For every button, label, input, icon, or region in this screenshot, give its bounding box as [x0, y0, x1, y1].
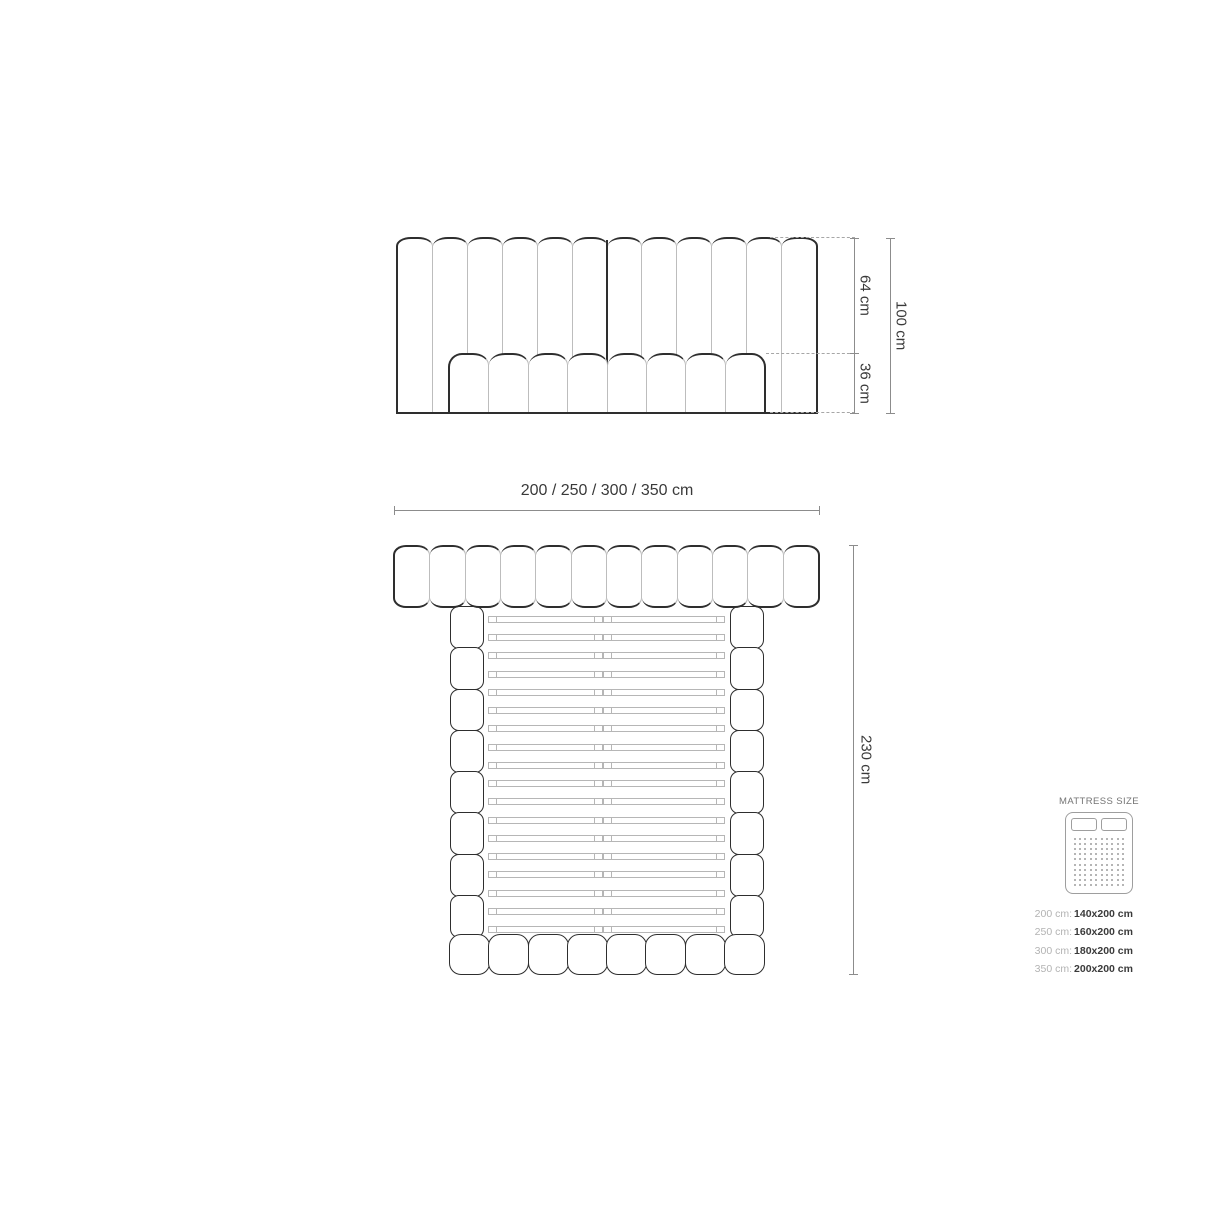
dimension-line-230 — [853, 545, 854, 975]
bed-base-segment — [686, 353, 725, 412]
footboard-segment — [528, 934, 569, 975]
slat — [488, 780, 725, 787]
headboard-segment — [713, 545, 748, 608]
bed-base-segment — [529, 353, 568, 412]
slat — [488, 689, 725, 696]
slat — [488, 890, 725, 897]
slat — [488, 853, 725, 860]
rail-segment — [730, 854, 764, 897]
footboard-segment — [606, 934, 647, 975]
headboard-segment — [430, 545, 465, 608]
mattress-size-list — [1000, 905, 1133, 979]
headboard-channel — [782, 237, 818, 412]
front-view-bed-base — [448, 353, 766, 412]
pillows-icon — [1071, 818, 1127, 831]
footboard-segment — [567, 934, 608, 975]
footboard-segment — [645, 934, 686, 975]
bed-base-segment — [568, 353, 607, 412]
rail-segment — [450, 606, 484, 649]
rail-segment — [730, 812, 764, 855]
slat — [488, 725, 725, 732]
bed-base-segment — [608, 353, 647, 412]
pillow-icon — [1101, 818, 1127, 831]
slat — [488, 744, 725, 751]
rail-segment — [730, 606, 764, 649]
headboard-segment — [501, 545, 536, 608]
rail-segment — [730, 771, 764, 814]
dimension-label-230cm: 230 cm — [857, 735, 875, 785]
mattress-size-row: 350 cm: 200x200 cm — [1034, 963, 1133, 976]
dimension-label-width: 200 / 250 / 300 / 350 cm — [520, 482, 694, 499]
headboard-segment — [572, 545, 607, 608]
slat — [488, 707, 725, 714]
top-view-headboard — [393, 545, 820, 608]
extension-line-bottom — [770, 412, 855, 413]
headboard-segment — [748, 545, 783, 608]
rail-segment — [730, 647, 764, 690]
dimension-label-64cm: 64 cm — [856, 275, 874, 316]
headboard-segment — [393, 545, 430, 608]
front-view-headboard — [396, 237, 818, 414]
slat-base — [488, 616, 725, 933]
mattress-size-row: 200 cm: 140x200 cm — [1034, 908, 1133, 920]
extension-line-middle — [766, 353, 855, 354]
dimension-line-width — [394, 510, 820, 511]
mattress-dots-pattern — [1072, 836, 1126, 888]
rail-segment — [730, 895, 764, 938]
rail-segment — [450, 771, 484, 814]
slat — [488, 835, 725, 842]
footboard-segment — [449, 934, 490, 975]
dimension-label-36cm: 36 cm — [856, 363, 874, 404]
dimension-line-64-36 — [854, 238, 855, 414]
slat — [488, 671, 725, 678]
slat — [488, 616, 725, 623]
headboard-channel — [396, 237, 433, 412]
slat — [488, 926, 725, 933]
bed-base-segment — [726, 353, 766, 412]
headboard-segment — [607, 545, 642, 608]
dimension-line-100 — [890, 238, 891, 414]
headboard-segment — [642, 545, 677, 608]
footboard-segment — [685, 934, 726, 975]
side-rail-right — [730, 606, 764, 938]
headboard-segment — [678, 545, 713, 608]
slat — [488, 762, 725, 769]
slat — [488, 652, 725, 659]
slat — [488, 871, 725, 878]
slat — [488, 798, 725, 805]
mattress-size-row: 300 cm: 180x200 cm — [1034, 944, 1133, 957]
slat — [488, 634, 725, 641]
rail-segment — [450, 895, 484, 938]
rail-segment — [450, 854, 484, 897]
headboard-segment — [466, 545, 501, 608]
mattress-icon — [1065, 812, 1133, 894]
pillow-icon — [1071, 818, 1097, 831]
rail-segment — [450, 647, 484, 690]
rail-segment — [450, 689, 484, 732]
footboard — [449, 934, 765, 975]
rail-segment — [450, 812, 484, 855]
headboard-segment — [536, 545, 571, 608]
slat — [488, 817, 725, 824]
headboard-segment — [784, 545, 820, 608]
slat — [488, 908, 725, 915]
rail-segment — [730, 730, 764, 773]
extension-line-top — [770, 237, 855, 238]
footboard-segment — [488, 934, 529, 975]
side-rail-left — [450, 606, 484, 938]
mattress-size-row: 250 cm: 160x200 cm — [1034, 926, 1133, 939]
bed-base-segment — [647, 353, 686, 412]
bed-base-segment — [448, 353, 489, 412]
bed-base-segment — [489, 353, 528, 412]
footboard-segment — [724, 934, 765, 975]
rail-segment — [730, 689, 764, 732]
rail-segment — [450, 730, 484, 773]
dimension-label-100cm: 100 cm — [892, 301, 910, 351]
mattress-size-title: MATTRESS SIZE — [1059, 796, 1139, 807]
